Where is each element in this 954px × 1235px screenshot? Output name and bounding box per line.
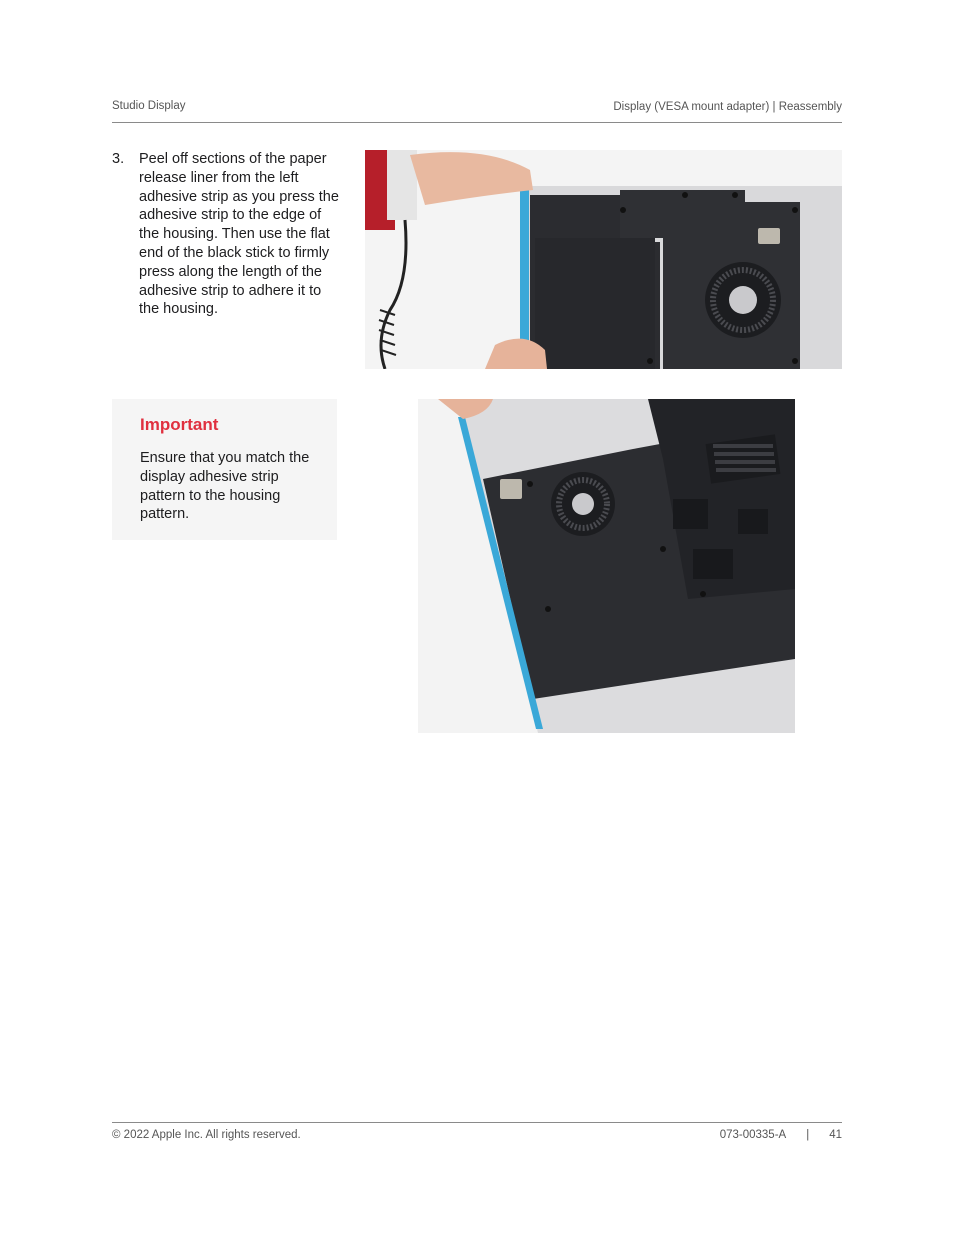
footer-doc-info xyxy=(720,1129,842,1141)
footer-doc-number: 073-00335-A xyxy=(719,1129,787,1141)
important-note-title: Important xyxy=(140,415,219,434)
important-note-text: Ensure that you match the display adhesive strip pattern to the housing pattern. xyxy=(140,450,310,523)
footer-page-number: 41 xyxy=(829,1129,842,1141)
footer-divider xyxy=(112,1122,842,1123)
photo-adhesive-strip-pattern xyxy=(418,399,795,733)
photo-press-adhesive-strip xyxy=(365,150,842,369)
header-divider xyxy=(112,122,842,123)
footer-separator: | xyxy=(806,1129,810,1141)
step-number: 3. xyxy=(112,151,125,167)
header-section-title: Display (VESA mount adapter) | Reassembly xyxy=(613,101,842,113)
photo-press-adhesive-strip-illustration xyxy=(365,150,842,369)
header-product-name: Studio Display xyxy=(112,100,186,112)
step-instruction: Peel off sections of the paper release liner from the left adhesive strip as you press the adhesive strip to the edge of the housing. Then use the flat end of the black stick to firmly press along the length of the adhesive strip to adhere it to the housing. xyxy=(139,151,339,318)
photo-adhesive-strip-pattern-illustration xyxy=(418,399,795,733)
important-note xyxy=(112,399,337,540)
footer-copyright: © 2022 Apple Inc. All rights reserved. xyxy=(112,1129,301,1141)
